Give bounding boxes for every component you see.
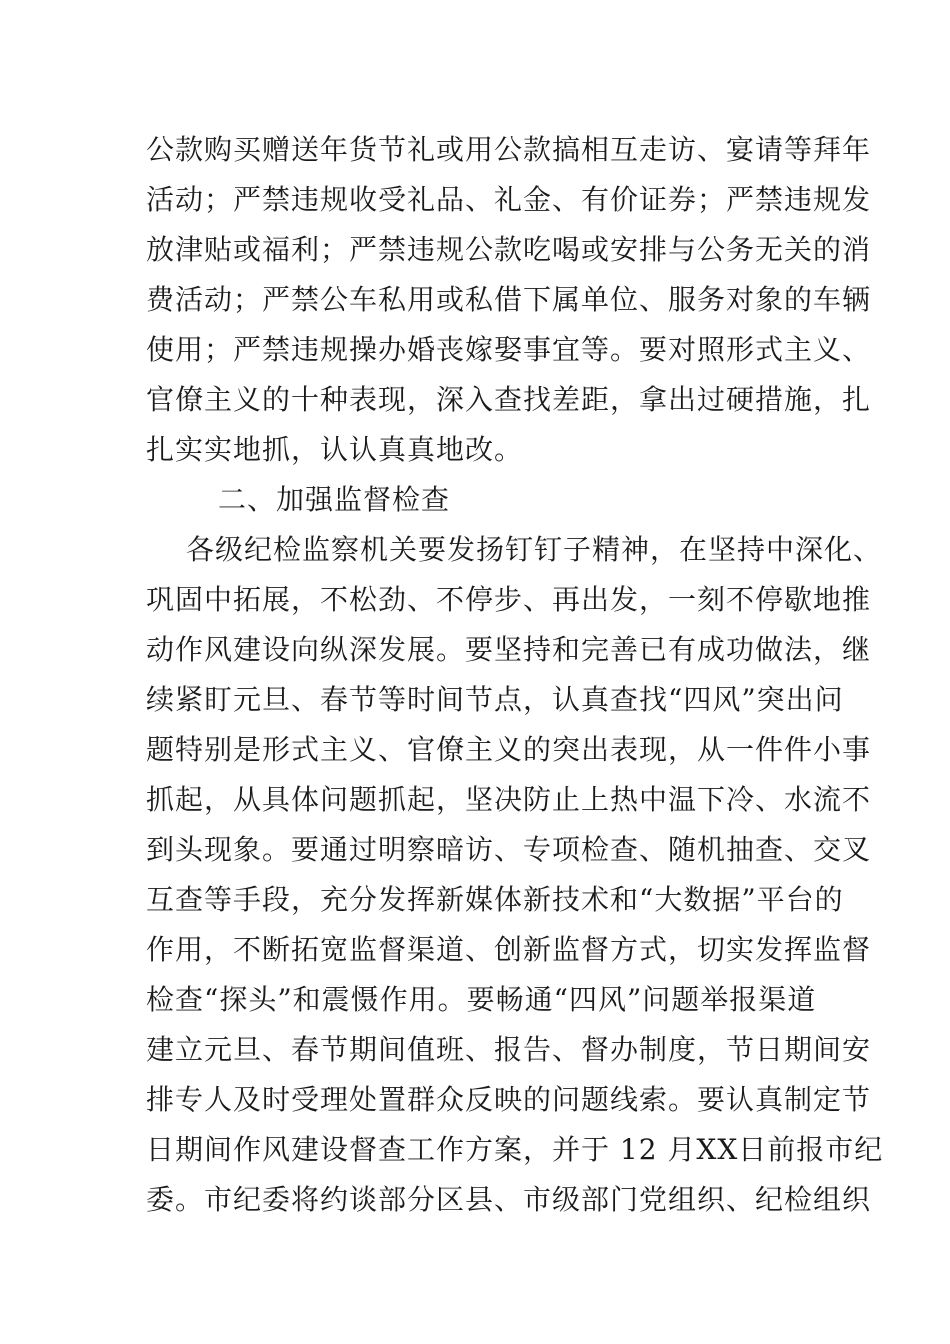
paragraph-2-line: 动作风建设向纵深发展。要坚持和完善已有成功做法，继 [146, 633, 872, 666]
paragraph-2-line: 委。市纪委将约谈部分区县、市级部门党组织、纪检组织 [146, 1183, 872, 1216]
paragraph-2-line: 建立元旦、春节期间值班、报告、督办制度，节日期间安 [146, 1033, 872, 1066]
paragraph-2-line: 日期间作风建设督查工作方案，并于 12 月XX日前报市纪 [146, 1133, 884, 1166]
paragraph-2-line: 互查等手段，充分发挥新媒体新技术和“大数据”平台的 [146, 883, 844, 916]
paragraph-2-line: 到头现象。要通过明察暗访、专项检查、随机抽查、交叉 [146, 833, 872, 866]
paragraph-2-line: 抓起，从具体问题抓起，坚决防止上热中温下冷、水流不 [146, 783, 872, 816]
section-heading: 二、加强监督检查 [218, 483, 451, 516]
paragraph-2-line: 作用，不断拓宽监督渠道、创新监督方式，切实发挥监督 [146, 933, 872, 966]
paragraph-2-line: 续紧盯元旦、春节等时间节点，认真查找“四风”突出问 [146, 683, 844, 716]
paragraph-2-line: 题特别是形式主义、官僚主义的突出表现，从一件件小事 [146, 733, 872, 766]
paragraph-1-line: 费活动；严禁公车私用或私借下属单位、服务对象的车辆 [146, 283, 872, 316]
paragraph-2-line: 各级纪检监察机关要发扬钉钉子精神，在坚持中深化、 [186, 533, 883, 566]
paragraph-1-line: 扎实实地抓，认认真真地改。 [146, 433, 524, 466]
paragraph-2-line: 检查“探头”和震慑作用。要畅通“四风”问题举报渠道 [146, 983, 817, 1016]
paragraph-1-line: 公款购买赠送年货节礼或用公款搞相互走访、宴请等拜年 [146, 133, 872, 166]
paragraph-1-line: 使用；严禁违规操办婚丧嫁娶事宜等。要对照形式主义、 [146, 333, 872, 366]
paragraph-1-line: 活动；严禁违规收受礼品、礼金、有价证券；严禁违规发 [146, 183, 872, 216]
paragraph-2-line: 排专人及时受理处置群众反映的问题线索。要认真制定节 [146, 1083, 872, 1116]
paragraph-1-line: 官僚主义的十种表现，深入查找差距，拿出过硬措施，扎 [146, 383, 872, 416]
paragraph-2-line: 巩固中拓展，不松劲、不停步、再出发，一刻不停歇地推 [146, 583, 872, 616]
paragraph-1-line: 放津贴或福利；严禁违规公款吃喝或安排与公务无关的消 [146, 233, 872, 266]
